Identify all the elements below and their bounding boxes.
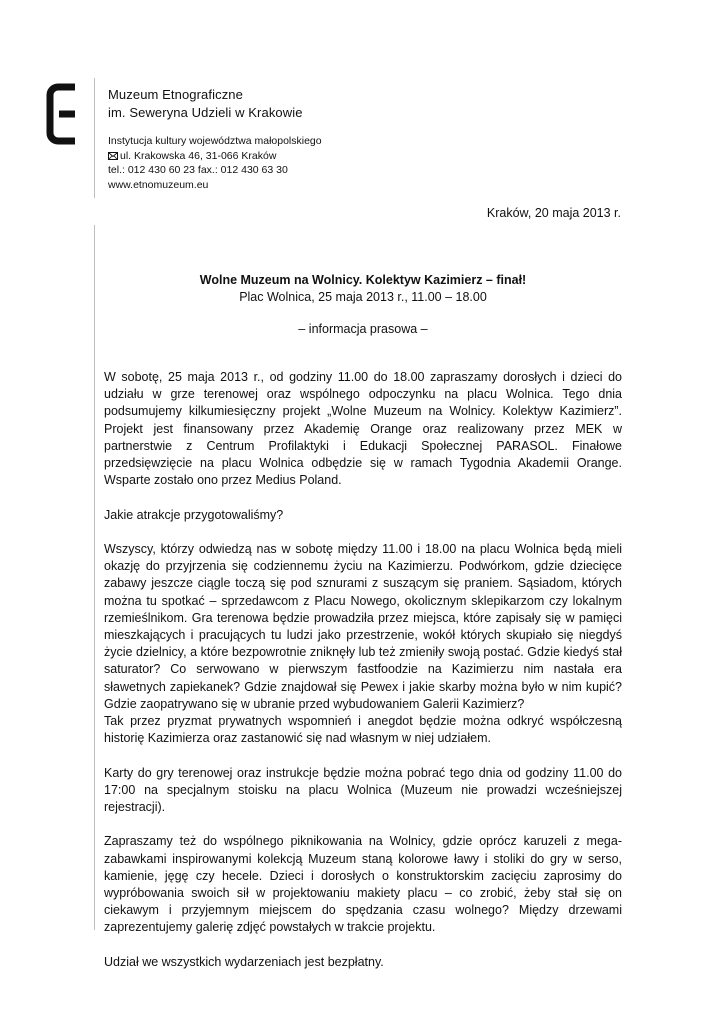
address-line (108, 149, 378, 164)
body-text (104, 369, 622, 988)
paragraph-game-cards: Karty do gry terenowej oraz instrukcje będzie można pobrać tego dnia od godziny 11.00 do 17:00 na specjalnym stoisku na placu Wolnica (Muzeum nie prowadzi wcześniejszej rejestracji). (104, 765, 622, 815)
contact-block (108, 134, 378, 192)
paragraph-history: Tak przez pryzmat prywatnych wspomnień i anegdot będzie można odkryć współczesną historię Kazimierza oraz zastanowić się nad własnym w niej udziałem. (104, 714, 622, 746)
event-details: Plac Wolnica, 25 maja 2013 r., 11.00 – 18.00 (239, 290, 487, 304)
museum-logo (45, 82, 79, 146)
institution-text: Instytucja kultury województwa małopolskiego (108, 135, 322, 147)
paragraph-question: Jakie atrakcje przygotowaliśmy? (104, 507, 284, 522)
org-name-line1: Muzeum Etnograficzne (108, 87, 243, 102)
paragraph-intro: W sobotę, 25 maja 2013 r., od godziny 11.00 do 18.00 zapraszamy dorosłych i dzieci do udziału w grze terenowej oraz wspólnego odpoczynku na placu Wolnica. Tego dnia podsumujemy kilkumiesięczny projekt „Wolne Muzeum na Wolnicy. Kolektyw Kazimierz”. Projekt jest finansowany przez Akademię Orange oraz realizowany przez MEK w partnerstwie z Centrum Profilaktyki i Edukacji Społecznej PARASOL. Finałowe przedsięwzięcie na placu Wolnica odbędzie się w ramach Tygodnia Akademii Orange. Wsparte zostało ono przez Medius Poland. (104, 370, 622, 488)
org-name-line2: im. Seweryna Udzieli w Krakowie (108, 105, 303, 120)
press-release-title: Wolne Muzeum na Wolnicy. Kolektyw Kazimierz – finał! (199, 273, 527, 287)
press-info-label: – informacja prasowa – (298, 322, 428, 336)
address-text: ul. Krakowska 46, 31-066 Kraków (120, 149, 277, 162)
website-text: www.etnomuzeum.eu (108, 178, 209, 191)
paragraph-picnic: Zapraszamy też do wspólnego piknikowania na Wolnicy, gdzie oprócz karuzeli z mega-zabawkami inspirowanymi kolekcją Muzeum staną kolorowe ławy i stoliki do gry w serso, kamienie, jęgę czy hecele. Dzieci i dorosłych o konstruktorskim zacięciu zaprosimy do wypróbowania swoich sił w projektowaniu makiety placu – co zrobić, żeby stał się on ciekawym i przyjemnym miejscem do spędzania czasu wolnego? Między drzewami zaprezentujemy galerię zdjęć powstałych w trakcie projektu. (104, 834, 622, 935)
margin-rule (94, 225, 95, 930)
envelope-icon (108, 152, 118, 160)
letterhead (108, 86, 378, 192)
letterhead-divider (94, 78, 95, 198)
paragraph-free-entry: Udział we wszystkich wydarzeniach jest bezpłatny. (104, 954, 384, 969)
paragraph-attractions: Wszyscy, którzy odwiedzą nas w sobotę między 11.00 i 18.00 na placu Wolnica będą mieli okazję do przyjrzenia się codziennemu życiu na Kazimierzu. Podwórkom, gdzie dziecięce zabawy jeszcze ciągle toczą się pod sznurami z suszącym się praniem. Sąsiadom, których można tu spotkać – sprzedawcom z Placu Nowego, okolicznym sklepikarzom czy lokalnym rzemieślnikom. Gra terenowa będzie prowadziła przez miejsca, które zapisały się w pamięci mieszkających i pracujących tu ludzi jako przestrzenie, wokół których skupiało się niegdyś życie dzielnicy, a które bezpowrotnie zniknęły lub też zmieniły swoją postać. Gdzie kiedyś stał saturator? Co serwowano w pierwszym fastfoodzie na Kazimierzu nim nastała era sławetnych zapiekanek? Gdzie znajdował się Pewex i jakie skarby można było w nim kupić? Gdzie zaopatrywano się w ubranie przed wybudowaniem Galerii Kazimierz? (104, 542, 622, 711)
phone-fax-text: tel.: 012 430 60 23 fax.: 012 430 63 30 (108, 164, 288, 176)
letter-date: Kraków, 20 maja 2013 r. (486, 206, 621, 220)
